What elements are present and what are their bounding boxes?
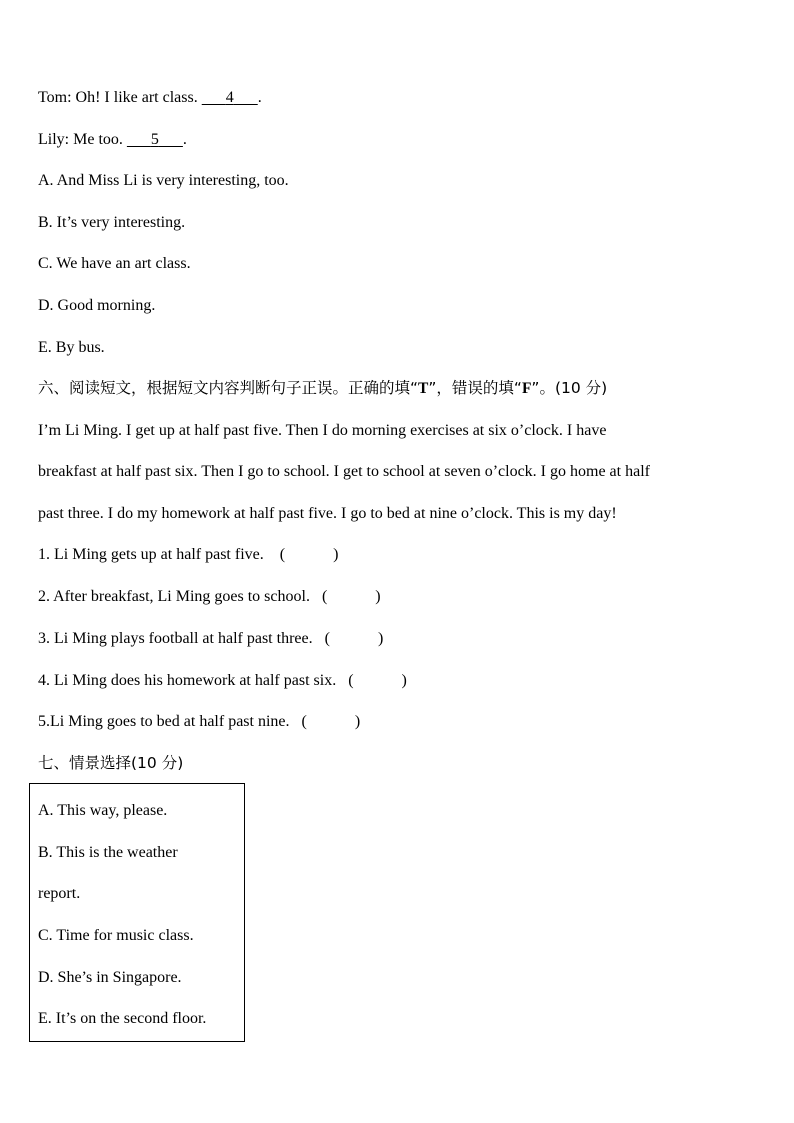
question-4: 4. Li Ming does his homework at half past six. ( ) [38,672,407,689]
question-1: 1. Li Ming gets up at half past five. ( ) [38,546,339,563]
section-7-heading: 七、情景选择(10 分) [38,754,184,772]
section-6-heading: 六、阅读短文，根据短文内容判断句子正误。正确的填“T”，错误的填“F”。(10 分) [38,379,608,397]
dialogue-text-4: Oh! I like art class. [75,89,198,106]
dialogue-line-5: Lily: Me too. 5 . [38,131,187,148]
dialogue-line-4: Tom: Oh! I like art class. 4 . [38,89,262,106]
situation-option-d: D. She’s in Singapore. [38,969,182,986]
passage-line-3: past three. I do my homework at half past five. I go to bed at nine o’clock. This is my day! [38,505,617,522]
dialogue-option-a: A. And Miss Li is very interesting, too. [38,172,289,189]
situation-options-box [29,783,245,1042]
dialogue-option-e: E. By bus. [38,339,105,356]
speaker-lily: Lily: [38,131,70,148]
situation-option-c: C. Time for music class. [38,927,194,944]
situation-option-b-cont: report. [38,885,81,902]
answer-blank-5: 5 [150,131,159,148]
situation-option-e: E. It’s on the second floor. [38,1010,207,1027]
passage-line-2: breakfast at half past six. Then I go to school. I get to school at seven o’clock. I go home at half [38,463,650,480]
passage-line-1: I’m Li Ming. I get up at half past five. Then I do morning exercises at six o’clock. I have [38,422,607,439]
dialogue-option-c: C. We have an art class. [38,255,191,272]
answer-paren-2[interactable]: ( ) [309,588,381,605]
question-3: 3. Li Ming plays football at half past three. ( ) [38,630,384,647]
dialogue-option-d: D. Good morning. [38,297,156,314]
situation-option-b: B. This is the weather [38,844,178,861]
question-5: 5.Li Ming goes to bed at half past nine. ( ) [38,713,361,730]
situation-option-a: A. This way, please. [38,802,168,819]
question-2: 2. After breakfast, Li Ming goes to school. ( ) [38,588,381,605]
answer-blank-4: 4 [225,89,234,106]
answer-paren-4[interactable]: ( ) [336,672,407,689]
answer-paren-1[interactable]: ( ) [263,546,339,563]
dialogue-option-b: B. It’s very interesting. [38,214,186,231]
dialogue-text-5: Me too. [73,131,123,148]
answer-paren-5[interactable]: ( ) [289,713,361,730]
speaker-tom: Tom: [38,89,72,106]
answer-paren-3[interactable]: ( ) [312,630,384,647]
